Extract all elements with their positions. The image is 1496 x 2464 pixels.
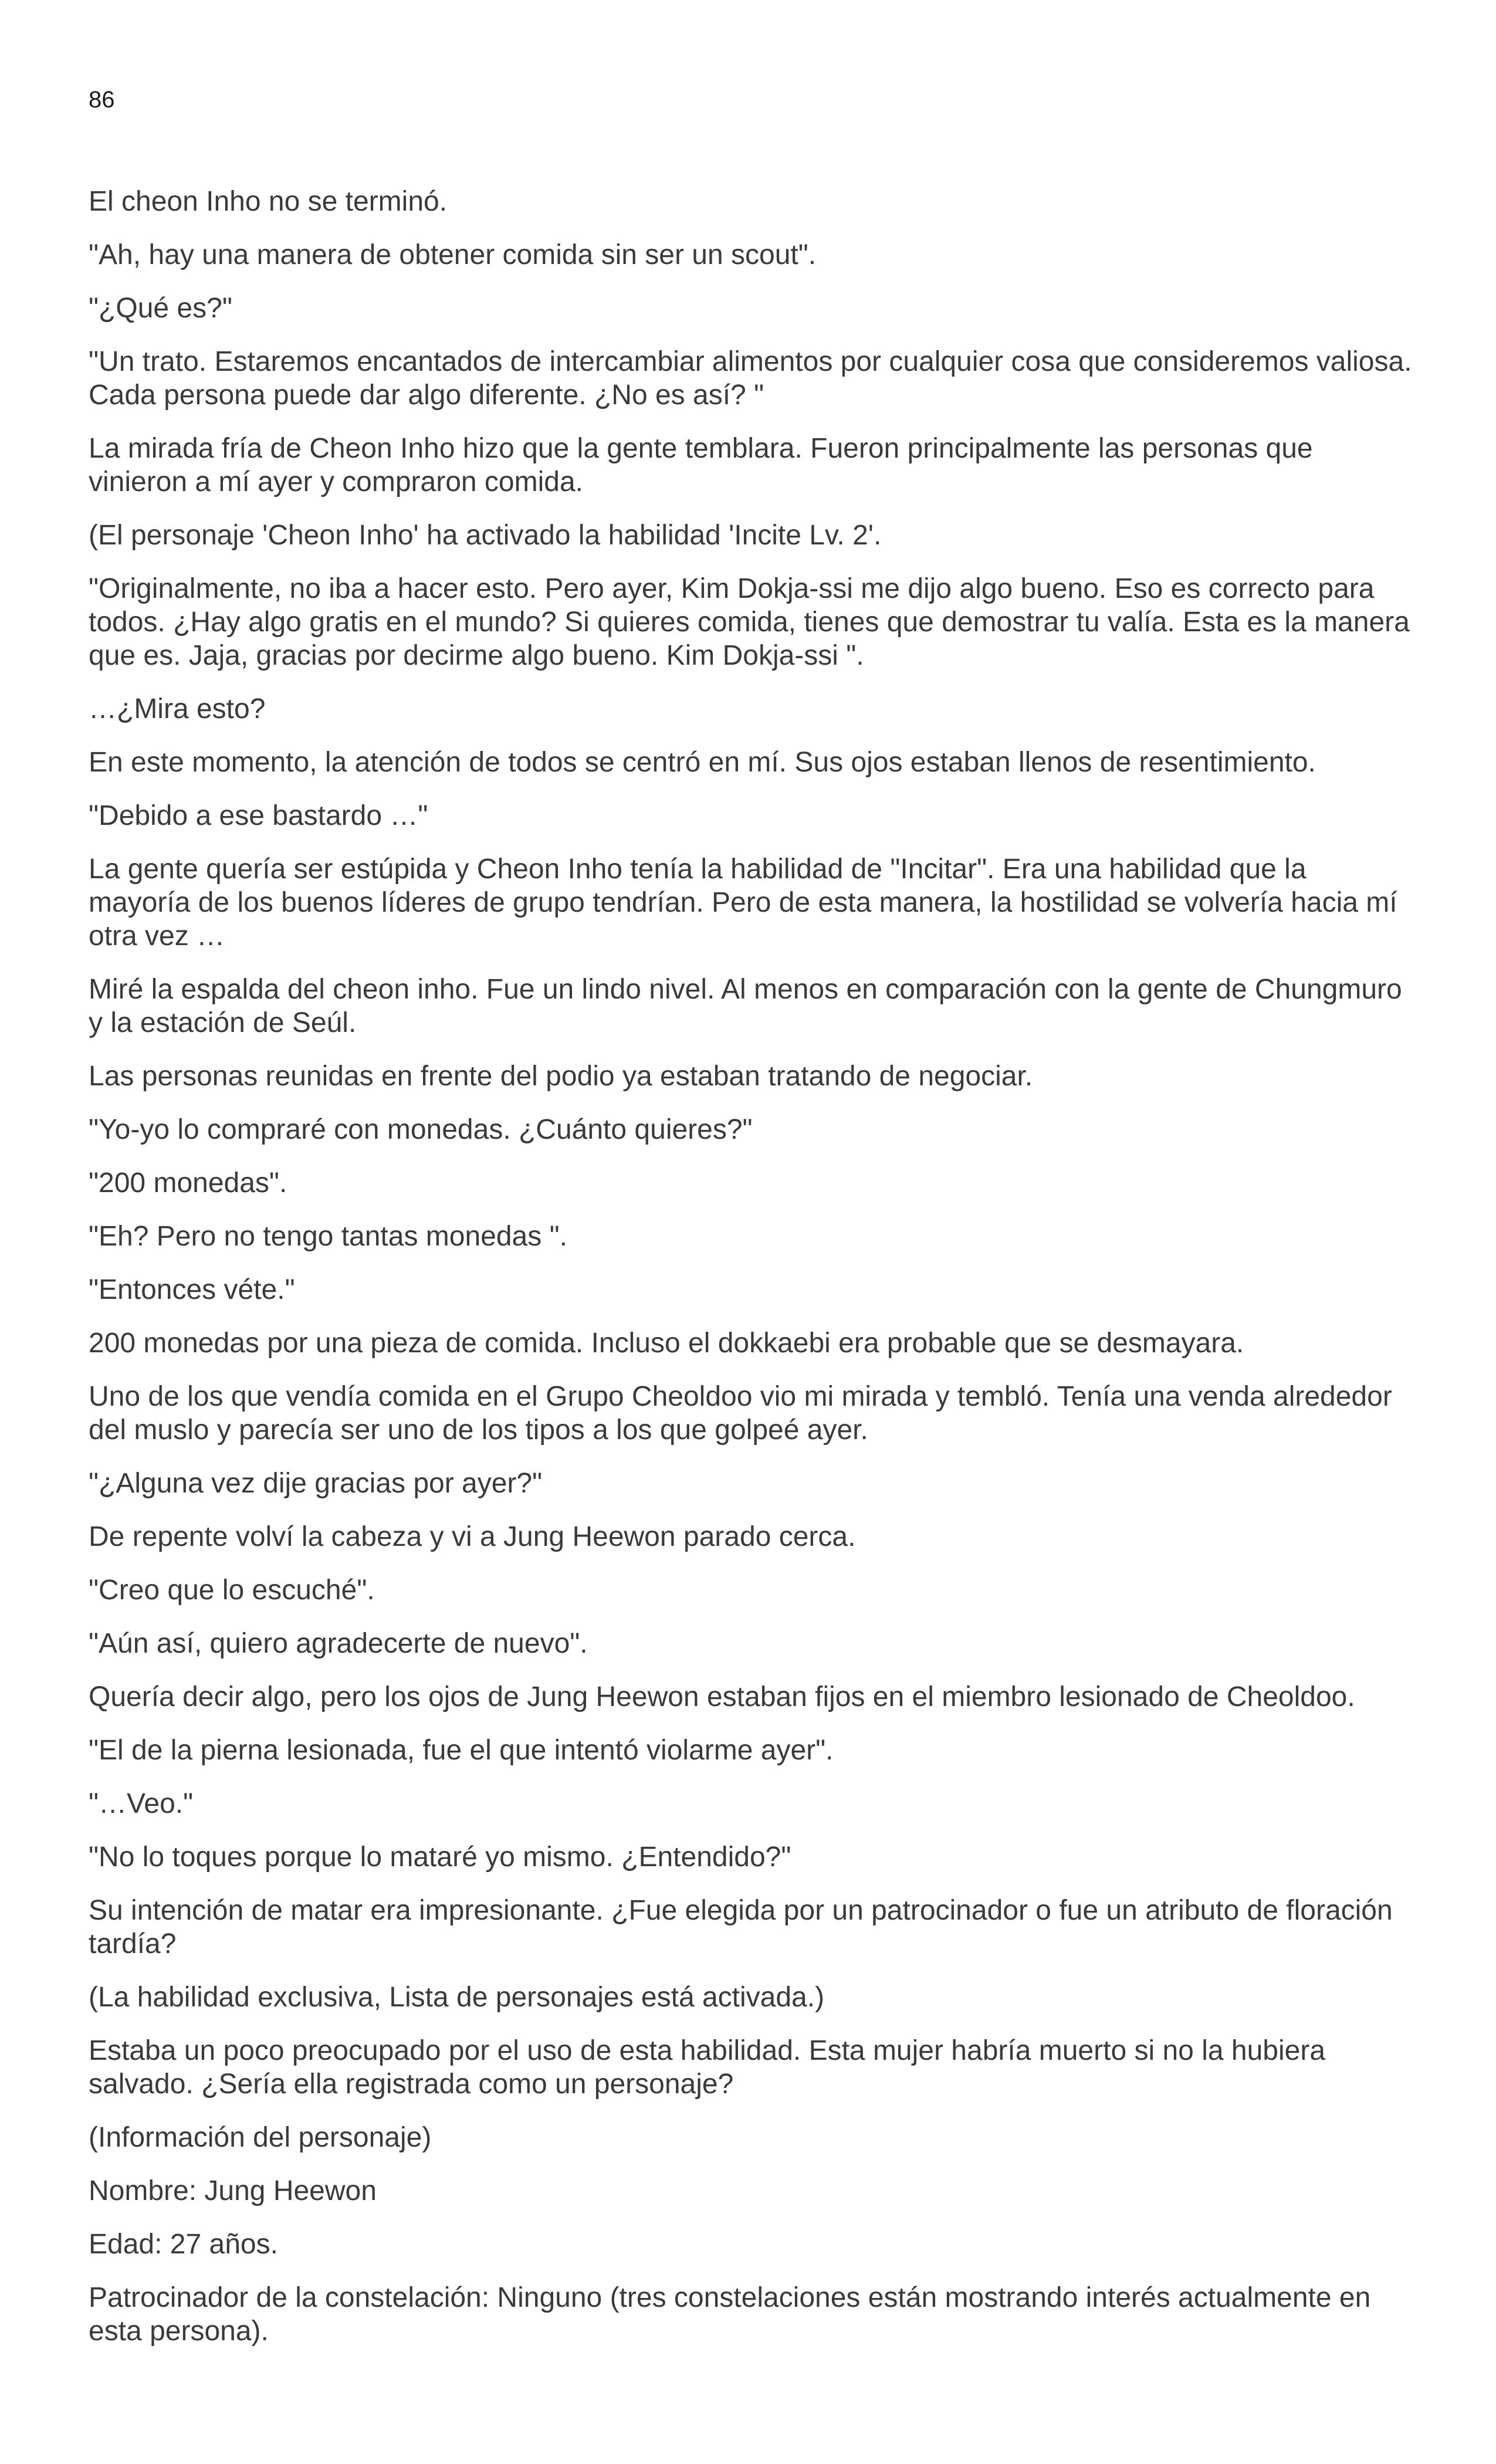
- paragraph: El cheon Inho no se terminó.: [89, 186, 448, 217]
- paragraph: "Yo-yo lo compraré con monedas. ¿Cuánto quieres?": [89, 1114, 753, 1145]
- paragraph: "…Veo.": [89, 1788, 194, 1819]
- paragraph: "¿Alguna vez dije gracias por ayer?": [89, 1468, 543, 1499]
- page-number: 86: [89, 87, 115, 113]
- paragraph: La gente quería ser estúpida y Cheon Inho tenía la habilidad de "Incitar". Era una habilidad que la mayoría de los buenos líderes de grupo tendrían. Pero de esta manera, la hostilidad se volvería hacia mí otra vez …: [89, 854, 1397, 952]
- paragraph: "Originalmente, no iba a hacer esto. Pero ayer, Kim Dokja-ssi me dijo algo bueno. Eso es correcto para todos. ¿Hay algo gratis en el mundo? Si quieres comida, tienes que demostrar tu valía. Esta es la manera que es. Jaja, gracias por decirme algo bueno. Kim Dokja-ssi ".: [89, 573, 1410, 671]
- paragraph: "Eh? Pero no tengo tantas monedas ".: [89, 1221, 567, 1252]
- paragraph: "Aún así, quiero agradecerte de nuevo".: [89, 1628, 588, 1659]
- paragraph: En este momento, la atención de todos se centró en mí. Sus ojos estaban llenos de resentimiento.: [89, 747, 1316, 778]
- paragraph: "El de la pierna lesionada, fue el que intentó violarme ayer".: [89, 1735, 834, 1766]
- paragraph: "Ah, hay una manera de obtener comida sin ser un scout".: [89, 239, 817, 270]
- paragraph: Edad: 27 años.: [89, 2229, 278, 2260]
- paragraph: …¿Mira esto?: [89, 693, 266, 725]
- paragraph: "Un trato. Estaremos encantados de intercambiar alimentos por cualquier cosa que consideremos valiosa. Cada persona puede dar algo diferente. ¿No es así? ": [89, 346, 1412, 411]
- body-text: [89, 185, 1414, 2368]
- paragraph: Su intención de matar era impresionante. ¿Fue elegida por un patrocinador o fue un atributo de floración tardía?: [89, 1895, 1393, 1959]
- paragraph: Miré la espalda del cheon inho. Fue un lindo nivel. Al menos en comparación con la gente de Chungmuro y la estación de Seúl.: [89, 974, 1402, 1038]
- paragraph: (Información del personaje): [89, 2122, 432, 2153]
- paragraph: Estaba un poco preocupado por el uso de esta habilidad. Esta mujer habría muerto si no la hubiera salvado. ¿Sería ella registrada como un personaje?: [89, 2035, 1326, 2100]
- paragraph: Quería decir algo, pero los ojos de Jung Heewon estaban fijos en el miembro lesionado de Cheoldoo.: [89, 1681, 1355, 1712]
- paragraph: Nombre: Jung Heewon: [89, 2175, 377, 2206]
- paragraph: 200 monedas por una pieza de comida. Incluso el dokkaebi era probable que se desmayara.: [89, 1328, 1244, 1359]
- paragraph: "Debido a ese bastardo …": [89, 800, 428, 831]
- paragraph: Las personas reunidas en frente del podio ya estaban tratando de negociar.: [89, 1061, 1033, 1092]
- paragraph: La mirada fría de Cheon Inho hizo que la gente temblara. Fueron principalmente las personas que vinieron a mí ayer y compraron comida.: [89, 433, 1313, 497]
- paragraph: (El personaje 'Cheon Inho' ha activado la habilidad 'Incite Lv. 2'.: [89, 520, 882, 551]
- paragraph: "No lo toques porque lo mataré yo mismo. ¿Entendido?": [89, 1842, 791, 1873]
- paragraph: Uno de los que vendía comida en el Grupo Cheoldoo vio mi mirada y tembló. Tenía una venda alrededor del muslo y parecía ser uno de los tipos a los que golpeé ayer.: [89, 1381, 1392, 1446]
- paragraph: De repente volví la cabeza y vi a Jung Heewon parado cerca.: [89, 1521, 856, 1552]
- paragraph: "¿Qué es?": [89, 293, 232, 324]
- paragraph: Patrocinador de la constelación: Ninguno (tres constelaciones están mostrando interés actualmente en esta persona).: [89, 2282, 1371, 2347]
- paragraph: "Creo que lo escuché".: [89, 1575, 375, 1606]
- paragraph: "Entonces véte.": [89, 1274, 295, 1305]
- paragraph: "200 monedas".: [89, 1167, 287, 1199]
- paragraph: (La habilidad exclusiva, Lista de personajes está activada.): [89, 1982, 825, 2013]
